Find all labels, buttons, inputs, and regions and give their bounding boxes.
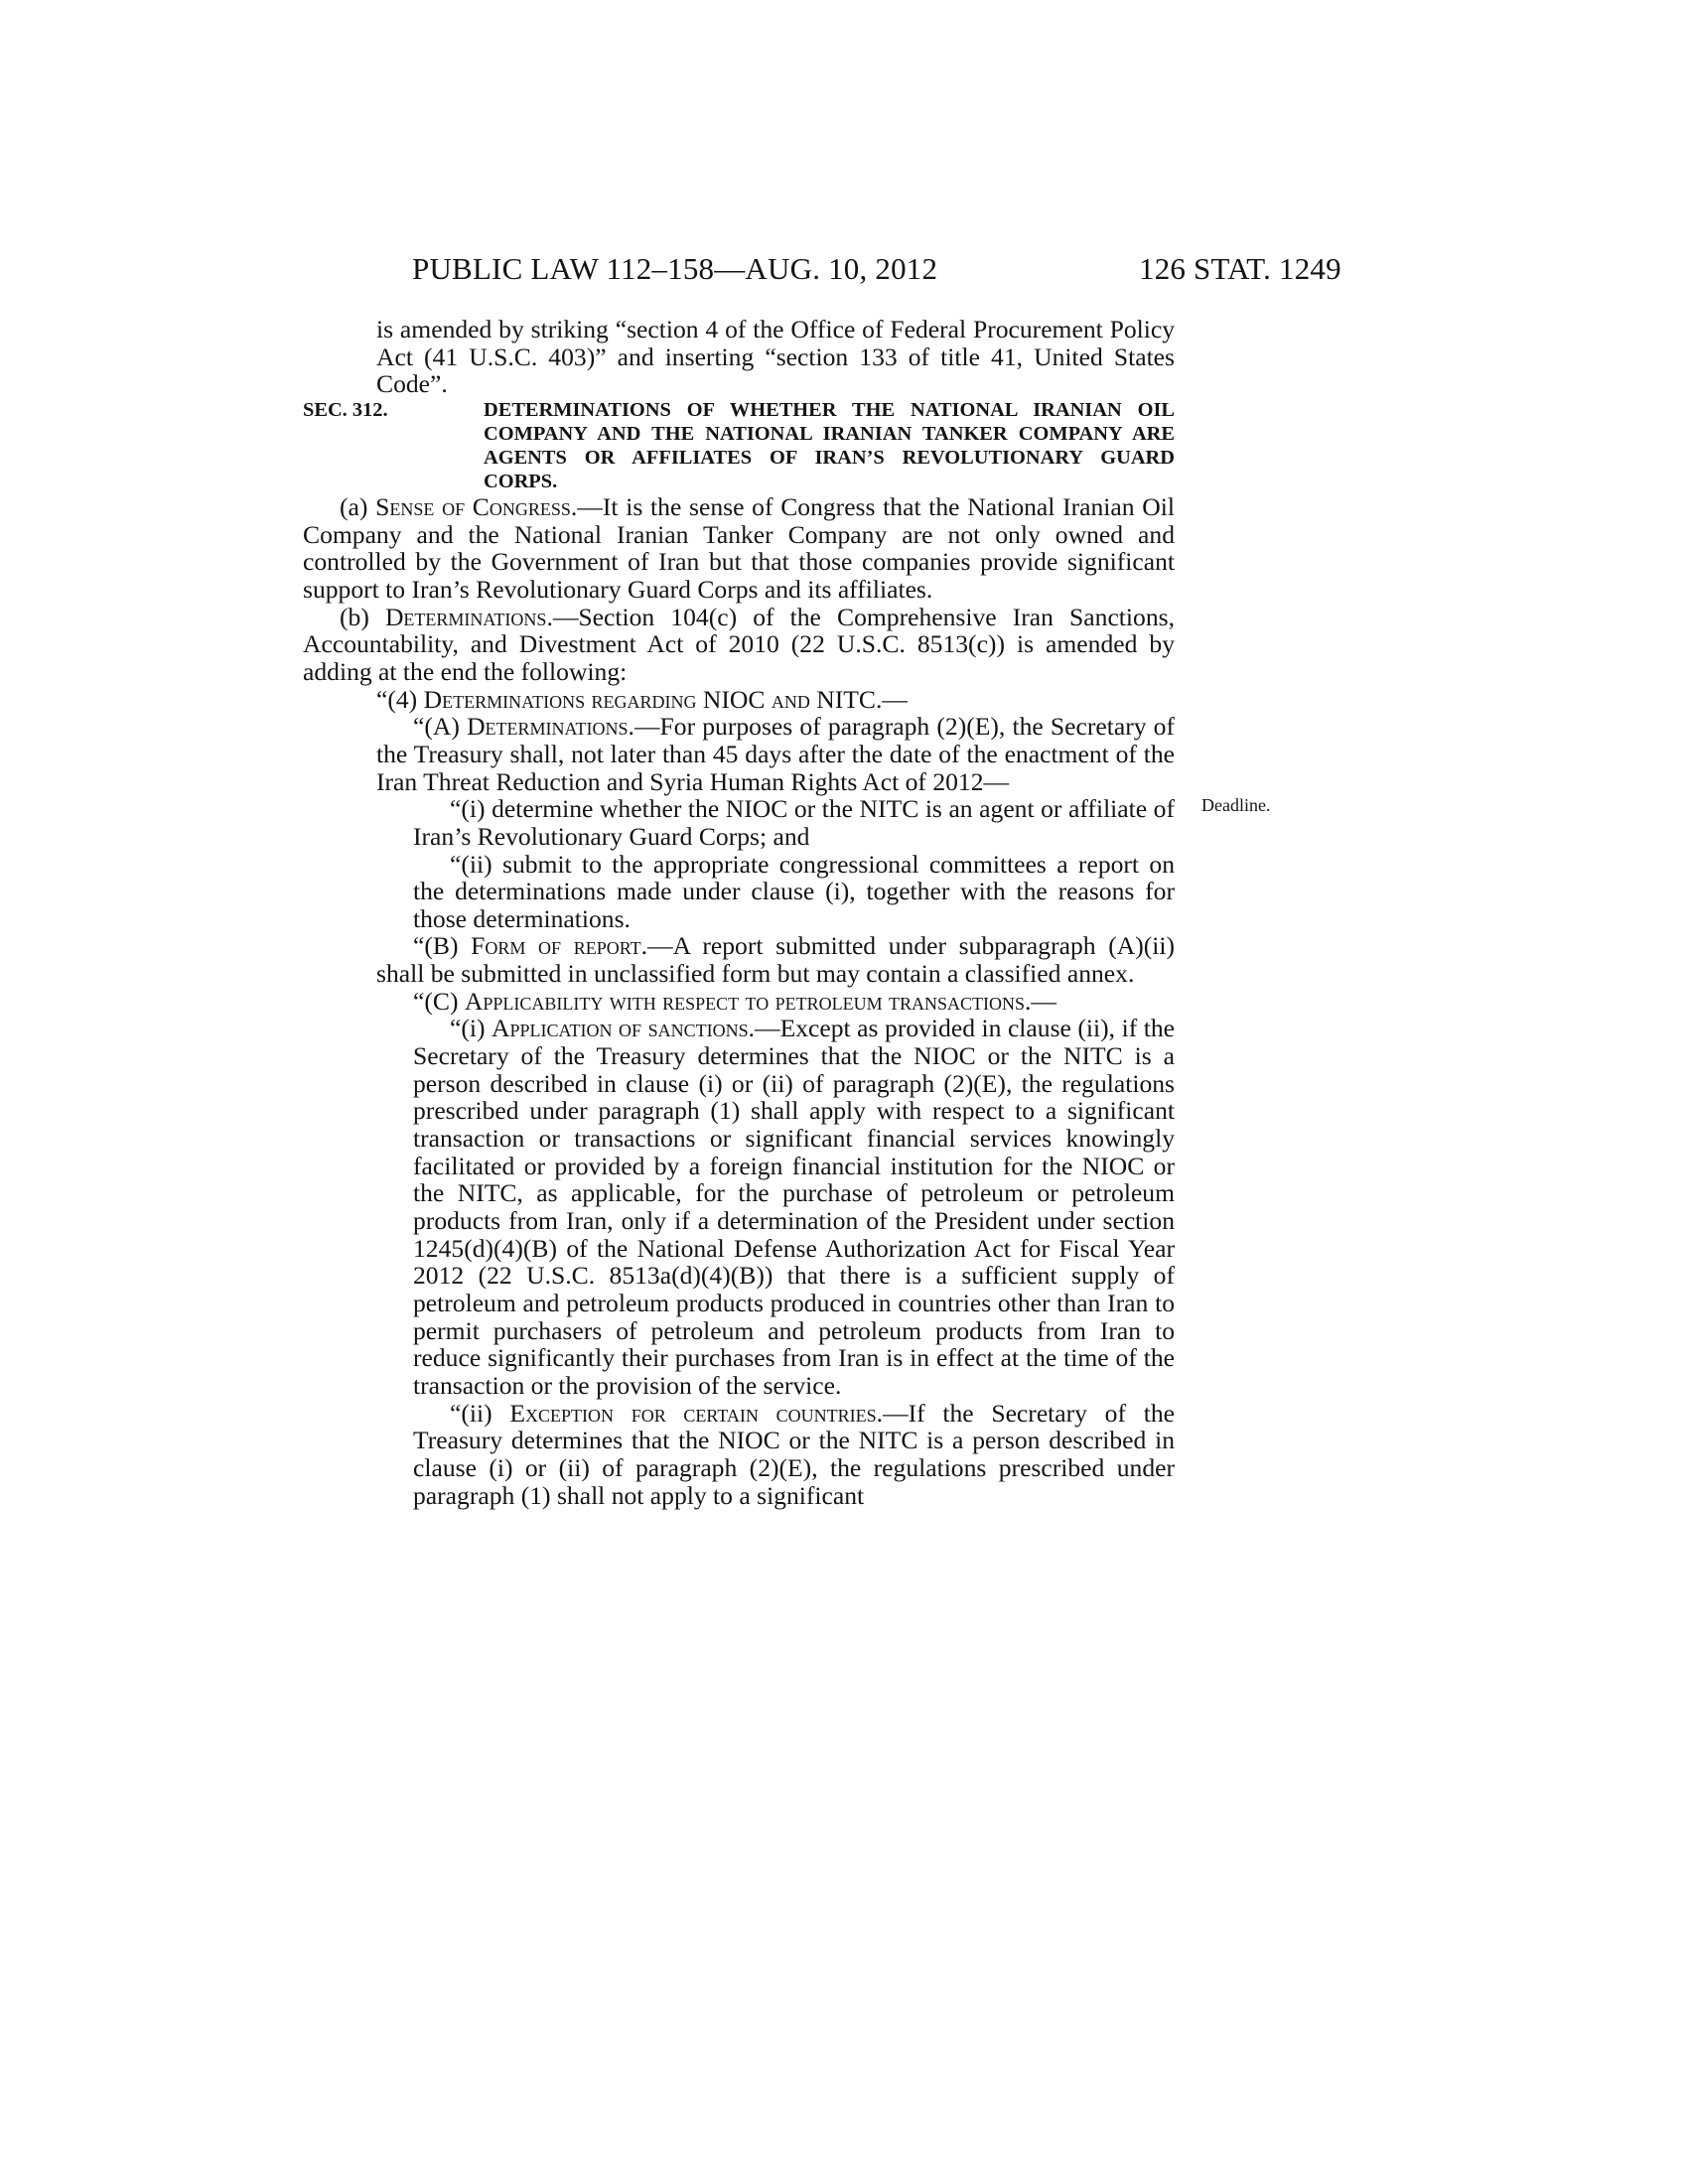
paragraph-4-label: “(4) xyxy=(376,684,424,714)
clause-A-i: “(i) determine whether the NIOC or the NITC is an agent or affiliate of Iran’s Revolutionary Guard Corps; and xyxy=(413,794,1175,851)
section-title: DETERMINATIONS OF WHETHER THE NATIONAL IRANIAN OIL COMPANY AND THE NATIONAL IRANIAN TANKER COMPANY ARE AGENTS OR AFFILIATES OF IRAN’S REVOLUTIONARY GUARD CORPS. xyxy=(484,398,1175,492)
body-text xyxy=(303,316,1175,1509)
subsection-a xyxy=(303,493,1175,604)
subsection-b-label: (b) xyxy=(340,602,385,631)
clause-C-i-label: “(i) xyxy=(450,1014,492,1043)
subparagraph-C xyxy=(303,988,1175,1016)
subsection-a-heading: Sense of Congress xyxy=(375,491,571,521)
subparagraph-B-heading: Form of report xyxy=(471,931,641,961)
subsection-a-text: .—It is the sense of Congress that the National Iranian Oil Company and the National Iranian Tanker Company are not only owned and controlled by the Government of Iran but that those companies provide significant support to Iran’s Revolutionary Guard Corps and its affiliates. xyxy=(303,491,1175,604)
paragraph-4-heading xyxy=(303,686,1175,714)
clause-C-ii-label: “(ii) xyxy=(450,1398,510,1428)
subparagraph-A xyxy=(303,713,1175,795)
section-heading xyxy=(303,398,1175,493)
clause-C-i-heading: Application of sanctions xyxy=(492,1014,749,1043)
clause-C-ii-text: .—If the Secretary of the Treasury determines that the NIOC or the NITC is a person described in clause (i) or (ii) of paragraph (2)(E), the regulations prescribed under paragraph (1) shall not apply to a significant xyxy=(413,1398,1175,1510)
subparagraph-A-heading: Determinations xyxy=(467,712,629,742)
subsection-b-text: .—Section 104(c) of the Comprehensive Iran Sanctions, Accountability, and Divestment Act of 2010 (22 U.S.C. 8513(c)) is amended by adding at the end the following: xyxy=(303,602,1175,686)
subparagraph-C-dash: .— xyxy=(1025,986,1057,1016)
statute-page-number: 126 STAT. 1249 xyxy=(1139,251,1341,286)
subparagraph-B-label: “(B) xyxy=(413,931,472,961)
page-header xyxy=(0,251,1688,291)
subparagraph-A-label: “(A) xyxy=(413,712,468,742)
subsection-b xyxy=(303,604,1175,686)
clause-C-i-text: .—Except as provided in clause (ii), if the Secretary of the Treasury determines that the NIOC or the NITC is a person described in clause (i) or (ii) of paragraph (2)(E), the regulations prescribed under paragraph (1) shall apply with respect to a significant transaction or transactions or significant financial services knowingly facilitated or provided by a foreign financial institution for the NIOC or the NITC, as applicable, for the purchase of petroleum or petroleum products from Iran, only if a determination of the President under section 1245(d)(4)(B) of the National Defense Authorization Act for Fiscal Year 2012 (22 U.S.C. 8513a(d)(4)(B)) that there is a sufficient supply of petroleum and petroleum products produced in countries other than Iran to permit purchasers of petroleum and petroleum products from Iran to reduce significantly their purchases from Iran is in effect at the time of the transaction or the provision of the service. xyxy=(413,1014,1176,1400)
paragraph-4-dash: .— xyxy=(875,684,908,714)
continuation-paragraph: is amended by striking “section 4 of the Office of Federal Procurement Policy Act (41 U.S.C. 403)” and inserting “section 133 of title 41, United States Code”. xyxy=(376,315,1175,399)
margin-note-deadline: Deadline. xyxy=(1201,795,1271,815)
subparagraph-B xyxy=(303,932,1175,987)
clause-C-i xyxy=(303,1015,1175,1399)
subparagraph-A-text: .—For purposes of paragraph (2)(E), the Secretary of the Treasury shall, not later than 45 days after the date of the enactment of the Iran Threat Reduction and Syria Human Rights Act of 2012— xyxy=(376,712,1175,796)
subparagraph-C-label: “(C) xyxy=(413,986,465,1016)
section-number: SEC. 312. xyxy=(303,398,388,421)
subsection-a-label: (a) xyxy=(340,491,376,521)
subsection-b-heading: Determinations xyxy=(384,602,547,631)
subparagraph-C-heading: Applicability with respect to petroleum transactions xyxy=(464,986,1026,1016)
running-head-title: PUBLIC LAW 112–158—AUG. 10, 2012 xyxy=(412,251,938,286)
paragraph-4-title: Determinations regarding NIOC and NITC xyxy=(423,684,876,714)
clause-C-ii-heading: Exception for certain countries xyxy=(509,1398,877,1428)
clause-C-ii xyxy=(303,1400,1175,1510)
clause-A-ii: “(ii) submit to the appropriate congressional committees a report on the determinations made under clause (i), together with the reasons for those determinations. xyxy=(413,849,1175,933)
subparagraph-B-text: .—A report submitted under subparagraph (A)(ii) shall be submitted in unclassified form but may contain a classified annex. xyxy=(376,931,1176,989)
